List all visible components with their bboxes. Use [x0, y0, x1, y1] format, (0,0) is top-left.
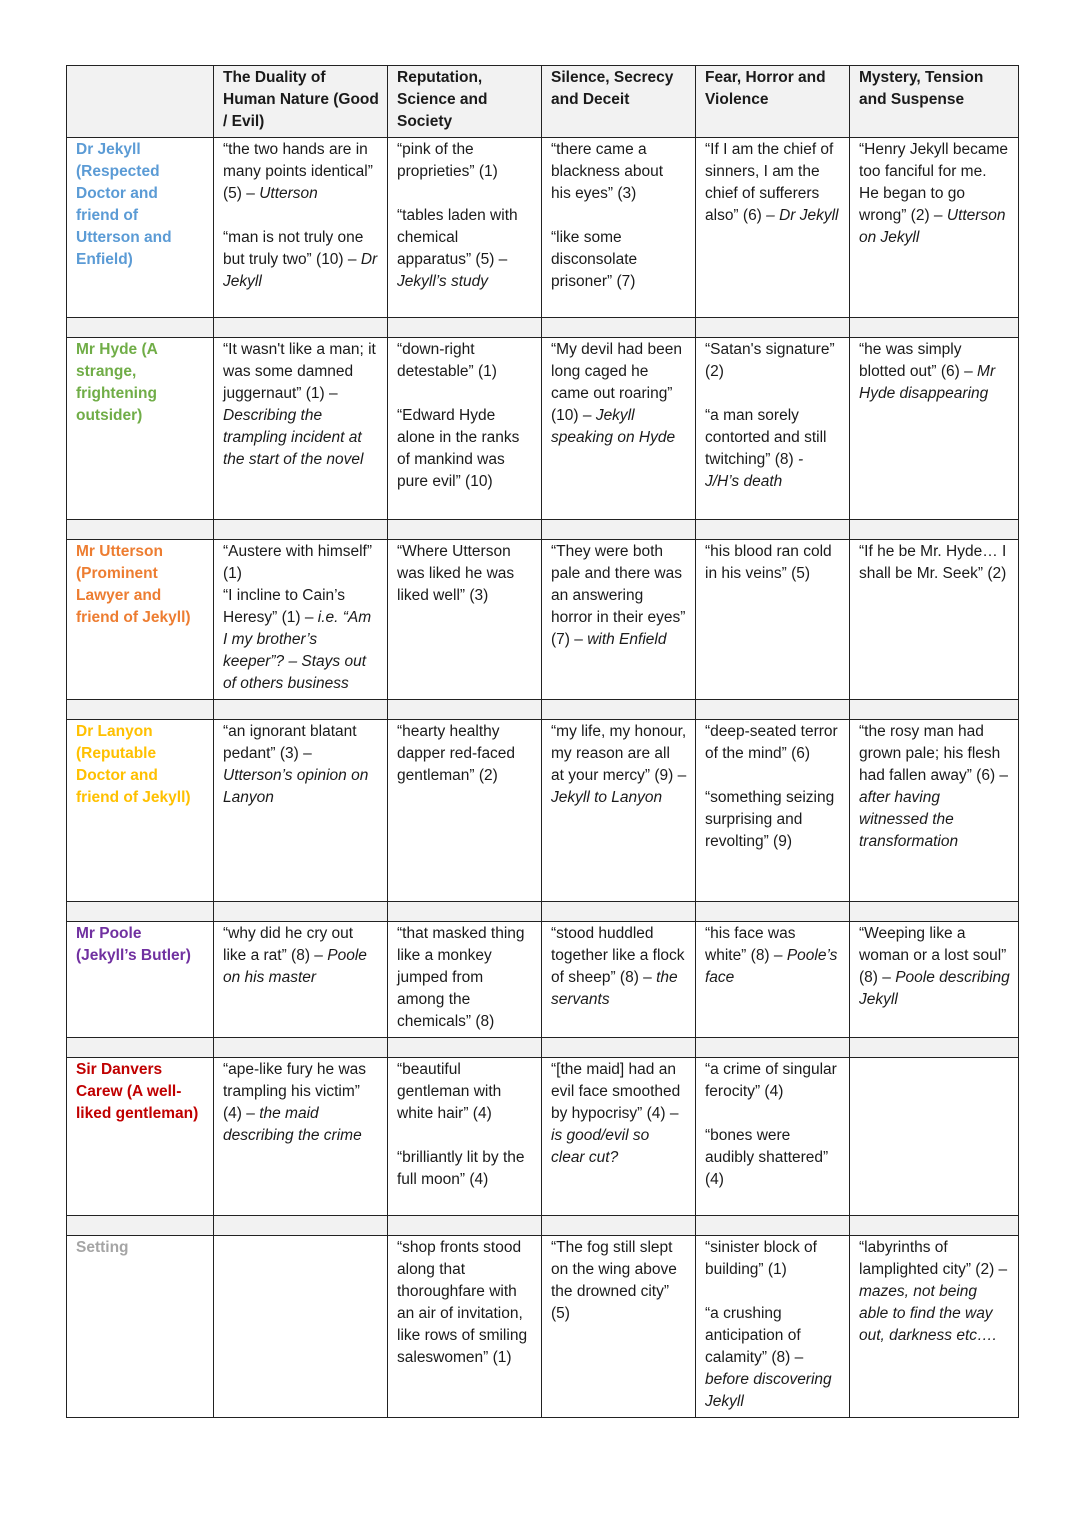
- quote-text: “stood huddled together like a flock of sheep” (8) –: [551, 925, 685, 986]
- character-jekyll: Dr Jekyll (Respected Doctor and friend of Utterson and Enfield): [67, 138, 214, 318]
- quote: [223, 721, 379, 809]
- quote-note: Jekyll to Lanyon: [551, 789, 663, 806]
- quote-text: “there came a blackness about his eyes” (3): [551, 141, 664, 202]
- spacer-cell: [850, 700, 1019, 720]
- spacer-row: [67, 318, 1019, 338]
- quote-text: “bones were audibly shattered” (4): [705, 1127, 829, 1188]
- quote-text: “[the maid] had an evil face smoothed by hypocrisy” (4) –: [551, 1061, 681, 1122]
- cell-utterson-mystery: [850, 540, 1019, 700]
- quote-text: “labyrinths of lamplighted city” (2) –: [859, 1239, 1008, 1278]
- quote: [223, 339, 379, 471]
- quote: [705, 405, 841, 493]
- quote: [223, 585, 379, 695]
- cell-lanyon-fear: [696, 720, 850, 902]
- character-carew: Sir Danvers Carew (A well-liked gentleman): [67, 1058, 214, 1216]
- quote-note: Dr Jekyll: [223, 251, 378, 290]
- quote-note: Describing the trampling incident at the start of the novel: [223, 407, 364, 468]
- spacer-cell: [67, 520, 214, 540]
- quote: [551, 923, 687, 1011]
- spacer-cell: [696, 1038, 850, 1058]
- quote: [705, 541, 841, 585]
- spacer-cell: [67, 318, 214, 338]
- quote-text: “hearty healthy dapper red-faced gentleman” (2): [397, 723, 516, 784]
- quote: [397, 405, 533, 493]
- row-lanyon: [67, 720, 1019, 902]
- spacer-cell: [214, 318, 388, 338]
- spacer-cell: [696, 1216, 850, 1236]
- quote-note: the maid describing the crime: [223, 1105, 362, 1144]
- quote-note: Jekyll’s study: [397, 273, 489, 290]
- cell-poole-duality: [214, 922, 388, 1038]
- quote: [397, 339, 533, 383]
- quote-note: before discovering Jekyll: [705, 1371, 832, 1410]
- spacer-cell: [542, 318, 696, 338]
- cell-carew-fear: [696, 1058, 850, 1216]
- spacer-cell: [696, 700, 850, 720]
- spacer-cell: [850, 520, 1019, 540]
- quote: [223, 923, 379, 989]
- quote-text: “that masked thing like a monkey jumped from among the chemicals” (8): [397, 925, 525, 1030]
- spacer-cell: [850, 1216, 1019, 1236]
- quote: [397, 1237, 533, 1369]
- cell-poole-mystery: [850, 922, 1019, 1038]
- cell-lanyon-reputation: [388, 720, 542, 902]
- quote-text: “The fog still slept on the wing above the drowned city” (5): [551, 1239, 677, 1322]
- quote-note: the servants: [551, 969, 678, 1008]
- quote-text: “ape-like fury he was trampling his victim” (4) –: [223, 1061, 367, 1122]
- quote: [859, 139, 1010, 249]
- cell-lanyon-mystery: [850, 720, 1019, 902]
- cell-hyde-mystery: [850, 338, 1019, 520]
- spacer-cell: [542, 902, 696, 922]
- row-hyde: [67, 338, 1019, 520]
- cell-lanyon-duality: [214, 720, 388, 902]
- quote: [397, 205, 533, 293]
- spacer-cell: [388, 520, 542, 540]
- spacer-cell: [850, 318, 1019, 338]
- spacer-cell: [850, 1038, 1019, 1058]
- spacer-cell: [542, 520, 696, 540]
- cell-utterson-duality: [214, 540, 388, 700]
- quote-note: Poole’s face: [705, 947, 838, 986]
- quote: [859, 923, 1010, 1011]
- quote: [397, 541, 533, 607]
- quote-text: “Satan's signature” (2): [705, 341, 835, 380]
- cell-setting-silence: [542, 1236, 696, 1418]
- quote: [551, 139, 687, 205]
- quote-text: “a man sorely contorted and still twitching” (8): [705, 407, 827, 468]
- quote-text: “sinister block of building” (1): [705, 1239, 817, 1278]
- spacer-cell: [696, 902, 850, 922]
- spacer-cell: [388, 318, 542, 338]
- cell-setting-fear: [696, 1236, 850, 1418]
- quote-note: Poole describing Jekyll: [859, 969, 1010, 1008]
- row-setting: [67, 1236, 1019, 1418]
- quote: [859, 339, 1010, 405]
- row-jekyll: [67, 138, 1019, 318]
- quote-text: “They were both pale and there was an answering horror in their eyes” (7) –: [551, 543, 686, 648]
- spacer-cell: [67, 1216, 214, 1236]
- spacer-cell: [696, 520, 850, 540]
- quote: [859, 541, 1010, 585]
- corner-cell: [67, 66, 214, 138]
- quote-text: “beautiful gentleman with white hair” (4): [397, 1061, 502, 1122]
- spacer-cell: [214, 700, 388, 720]
- cell-carew-mystery: [850, 1058, 1019, 1216]
- quote: [397, 139, 533, 183]
- header-row: [67, 66, 1019, 138]
- row-carew: [67, 1058, 1019, 1216]
- quote: [397, 923, 533, 1033]
- quote-note: is good/evil so clear cut?: [551, 1127, 650, 1166]
- quote-note: mazes, not being able to find the way out, darkness etc….: [859, 1283, 997, 1344]
- quote: [551, 721, 687, 809]
- row-poole: [67, 922, 1019, 1038]
- spacer-cell: [214, 902, 388, 922]
- cell-jekyll-mystery: [850, 138, 1019, 318]
- quote-text: “his blood ran cold in his veins” (5): [705, 543, 832, 582]
- cell-poole-silence: [542, 922, 696, 1038]
- spacer-cell: [67, 1038, 214, 1058]
- quote-note: Utterson on Jekyll: [859, 207, 1006, 246]
- quote: [859, 1237, 1010, 1347]
- spacer-cell: [542, 700, 696, 720]
- quote: [397, 721, 533, 787]
- quote-note: Jekyll speaking on Hyde: [551, 407, 676, 446]
- quote: [223, 1059, 379, 1147]
- quote-text: “the rosy man had grown pale; his flesh had fallen away” (6) –: [859, 723, 1009, 784]
- quote-note: Utterson: [259, 185, 318, 202]
- cell-poole-reputation: [388, 922, 542, 1038]
- quote-text: “If he be Mr. Hyde… I shall be Mr. Seek” (2): [859, 543, 1007, 582]
- header-fear: Fear, Horror and Violence: [696, 66, 850, 138]
- spacer-row: [67, 700, 1019, 720]
- quote: [705, 923, 841, 989]
- quote-text: “my life, my honour, my reason are all at your mercy” (9) –: [551, 723, 687, 784]
- quote-text: “brilliantly lit by the full moon” (4): [397, 1149, 525, 1188]
- quote: [223, 227, 379, 293]
- quote-note: – Dr Jekyll: [766, 207, 839, 224]
- quote-text: “Where Utterson was liked he was liked well” (3): [397, 543, 515, 604]
- quote-text: “I incline to Cain’s Heresy” (1) –: [223, 587, 346, 626]
- quote-text: “man is not truly one but truly two” (10) –: [223, 229, 364, 268]
- quote: [705, 787, 841, 853]
- cell-jekyll-reputation: [388, 138, 542, 318]
- quote: [551, 1237, 687, 1325]
- cell-utterson-silence: [542, 540, 696, 700]
- quote: [705, 1303, 841, 1413]
- header-duality: The Duality of Human Nature (Good / Evil): [214, 66, 388, 138]
- quote-text: “Edward Hyde alone in the ranks of mankind was pure evil” (10): [397, 407, 520, 490]
- header-silence: Silence, Secrecy and Deceit: [542, 66, 696, 138]
- cell-utterson-reputation: [388, 540, 542, 700]
- spacer-cell: [542, 1216, 696, 1236]
- quote: [551, 541, 687, 651]
- quote: [397, 1059, 533, 1125]
- quote: [223, 541, 379, 585]
- spacer-cell: [214, 1038, 388, 1058]
- cell-carew-reputation: [388, 1058, 542, 1216]
- quote-text: “he was simply blotted out” (6) –: [859, 341, 978, 380]
- spacer-cell: [388, 902, 542, 922]
- cell-setting-duality: [214, 1236, 388, 1418]
- character-lanyon: Dr Lanyon (Reputable Doctor and friend of Jekyll): [67, 720, 214, 902]
- table-body: [67, 138, 1019, 1418]
- spacer-cell: [388, 1216, 542, 1236]
- quote: [397, 1147, 533, 1191]
- quote-note: - J/H’s death: [705, 451, 804, 490]
- quote-text: “Henry Jekyll became too fanciful for me. He began to go wrong” (2) –: [859, 141, 1009, 224]
- quote-note: Mr Hyde disappearing: [859, 363, 996, 402]
- cell-hyde-reputation: [388, 338, 542, 520]
- quote-text: “down-right detestable” (1): [397, 341, 497, 380]
- quote-text: “his face was white” (8) –: [705, 925, 796, 964]
- spacer-cell: [388, 1038, 542, 1058]
- quote-text: “a crime of singular ferocity” (4): [705, 1061, 837, 1100]
- spacer-cell: [67, 700, 214, 720]
- spacer-cell: [214, 1216, 388, 1236]
- cell-jekyll-duality: [214, 138, 388, 318]
- quote: [705, 339, 841, 383]
- cell-carew-duality: [214, 1058, 388, 1216]
- character-hyde: Mr Hyde (A strange, frightening outsider): [67, 338, 214, 520]
- themes-table: [66, 65, 1019, 1418]
- quote-text: “My devil had been long caged he came out roaring” (10) –: [551, 341, 682, 424]
- header-reputation: Reputation, Science and Society: [388, 66, 542, 138]
- cell-carew-silence: [542, 1058, 696, 1216]
- spacer-row: [67, 902, 1019, 922]
- quote-text: “If I am the chief of sinners, I am the chief of sufferers also” (6): [705, 141, 834, 224]
- quote-note: Poole on his master: [223, 947, 367, 986]
- quote: [705, 721, 841, 765]
- cell-utterson-fear: [696, 540, 850, 700]
- cell-poole-fear: [696, 922, 850, 1038]
- quote: [551, 227, 687, 293]
- spacer-cell: [542, 1038, 696, 1058]
- character-utterson: Mr Utterson (Prominent Lawyer and friend of Jekyll): [67, 540, 214, 700]
- spacer-row: [67, 1038, 1019, 1058]
- quote: [705, 1125, 841, 1191]
- cell-hyde-duality: [214, 338, 388, 520]
- quote-text: “why did he cry out like a rat” (8) –: [223, 925, 354, 964]
- quote-text: “deep-seated terror of the mind” (6): [705, 723, 838, 762]
- character-setting: Setting: [67, 1236, 214, 1418]
- quote: [223, 139, 379, 205]
- quote: [551, 1059, 687, 1169]
- cell-setting-reputation: [388, 1236, 542, 1418]
- spacer-row: [67, 1216, 1019, 1236]
- spacer-row: [67, 520, 1019, 540]
- cell-lanyon-silence: [542, 720, 696, 902]
- header-mystery: Mystery, Tension and Suspense: [850, 66, 1019, 138]
- spacer-cell: [388, 700, 542, 720]
- spacer-cell: [696, 318, 850, 338]
- quote: [551, 339, 687, 449]
- spacer-cell: [214, 520, 388, 540]
- quote: [705, 1059, 841, 1103]
- quote-text: “Austere with himself” (1): [223, 543, 373, 582]
- character-poole: Mr Poole (Jekyll’s Butler): [67, 922, 214, 1038]
- quote-text: “Weeping like a woman or a lost soul” (8) –: [859, 925, 1007, 986]
- cell-jekyll-fear: [696, 138, 850, 318]
- quote: [859, 721, 1010, 853]
- quote-note: Utterson’s opinion on Lanyon: [223, 767, 369, 806]
- cell-hyde-silence: [542, 338, 696, 520]
- cell-setting-mystery: [850, 1236, 1019, 1418]
- cell-jekyll-silence: [542, 138, 696, 318]
- quote-text: “an ignorant blatant pedant” (3) –: [223, 723, 357, 762]
- quote-text: “It wasn't like a man; it was some damned juggernaut” (1) –: [223, 341, 376, 402]
- quote-text: “tables laden with chemical apparatus” (5) –: [397, 207, 518, 268]
- quote-text: “like some disconsolate prisoner” (7): [551, 229, 638, 290]
- quote: [705, 139, 841, 227]
- quote-note: after having witnessed the transformation: [859, 789, 959, 850]
- spacer-cell: [67, 902, 214, 922]
- quote-text: “a crushing anticipation of calamity” (8) –: [705, 1305, 804, 1366]
- quote-note: i.e. “Am I my brother’s keeper”? – Stays out of others business: [223, 609, 372, 692]
- quote-text: “something seizing surprising and revolting” (9): [705, 789, 835, 850]
- quote-text: “shop fronts stood along that thoroughfare with an air of invitation, like rows of smiling saleswomen” (1): [397, 1239, 528, 1366]
- quote: [705, 1237, 841, 1281]
- row-utterson: [67, 540, 1019, 700]
- cell-hyde-fear: [696, 338, 850, 520]
- quote-text: “the two hands are in many points identical” (5) –: [223, 141, 373, 202]
- quote-text: “pink of the proprieties” (1): [397, 141, 498, 180]
- quote-note: with Enfield: [587, 631, 667, 648]
- spacer-cell: [850, 902, 1019, 922]
